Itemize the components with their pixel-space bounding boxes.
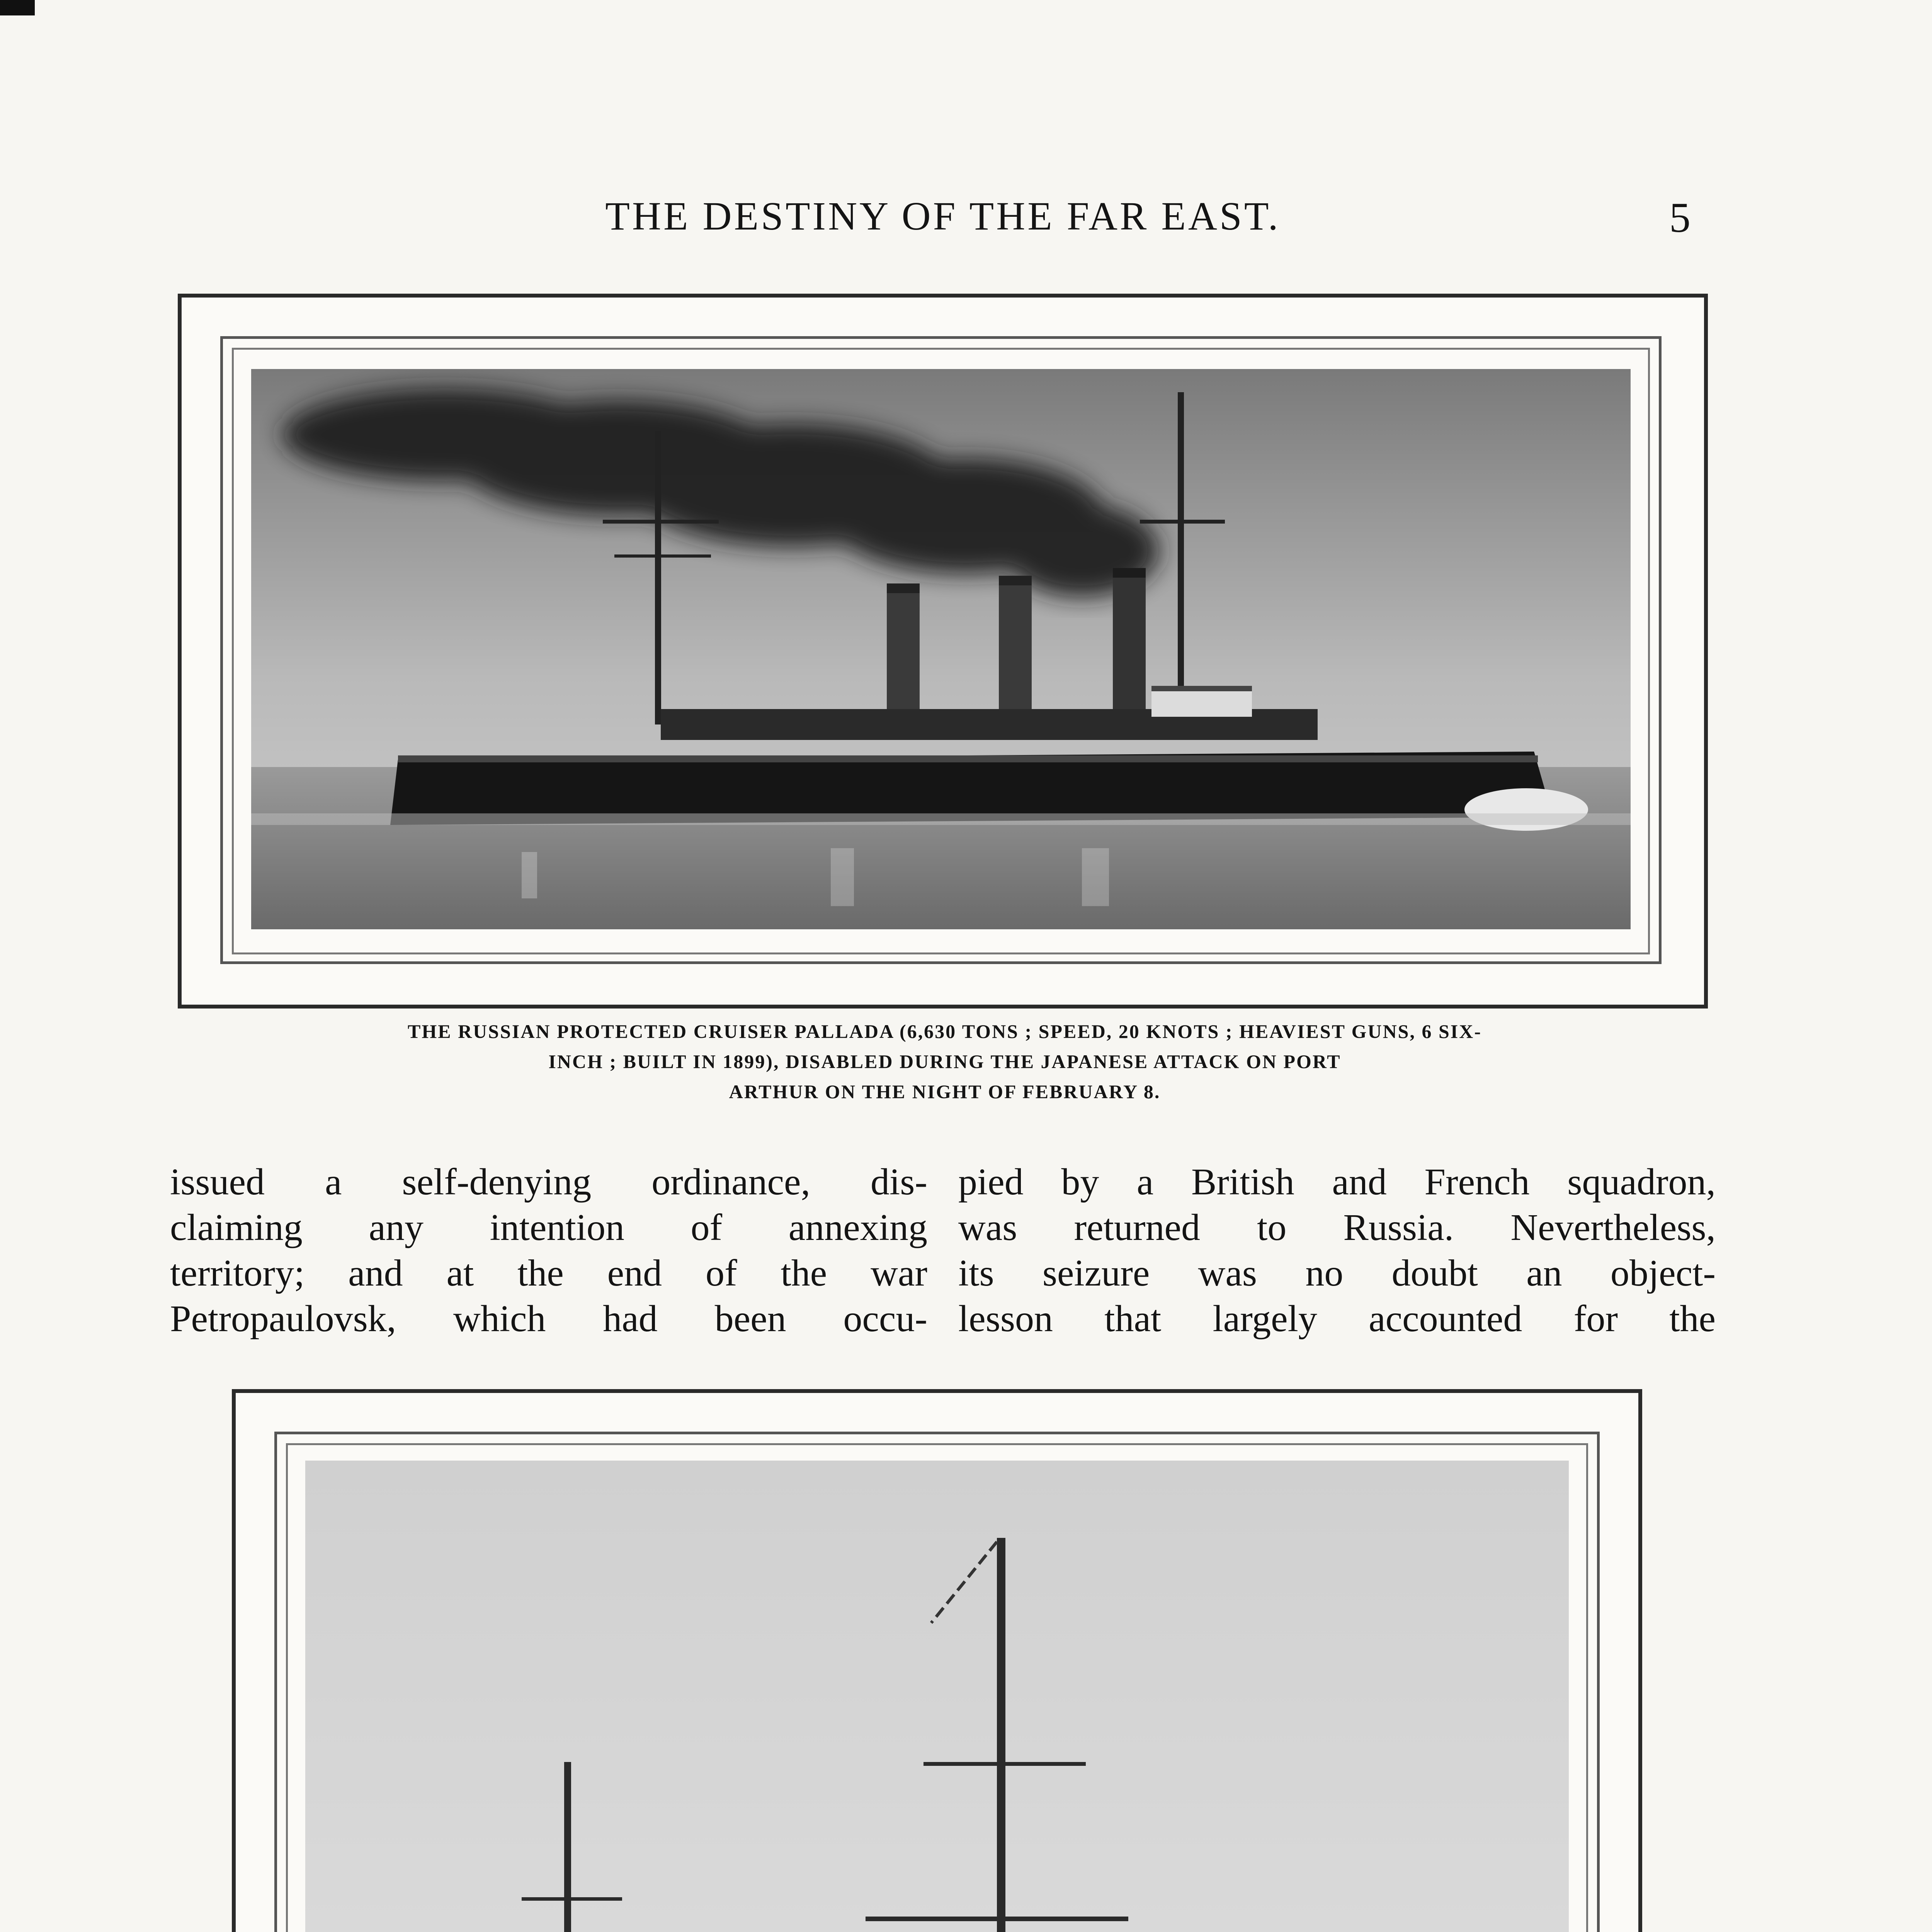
body-text-right-column (958, 1159, 1716, 1342)
body-text-line: was returned to Russia. Nevertheless, (958, 1207, 1716, 1248)
photo-cruiser-pallada (251, 369, 1631, 929)
body-text-left-column (170, 1159, 927, 1342)
scan-edge-mark-top (0, 0, 35, 15)
body-text-line: lesson that largely accounted for the (958, 1298, 1716, 1340)
figure-1-caption-line: ARTHUR ON THE NIGHT OF FEBRUARY 8. (729, 1081, 1161, 1102)
body-text-line: pied by a British and French squadron, (958, 1161, 1716, 1203)
body-text-line: claiming any intention of annexing (170, 1207, 927, 1248)
figure-1-caption-line: THE RUSSIAN PROTECTED CRUISER PALLADA (6,630 TONS ; SPEED, 20 KNOTS ; HEAVIEST GUNS, 6 SIX- (407, 1020, 1482, 1042)
page-number: 5 (1669, 194, 1690, 241)
body-text-line: Petropaulovsk, which had been occu- (170, 1298, 927, 1340)
pallada-photo-illustration (251, 369, 1631, 929)
body-text-line: its seizure was no doubt an object- (958, 1252, 1716, 1294)
variag-photo-illustration (305, 1461, 1569, 1932)
body-text-line: issued a self-denying ordinance, dis- (170, 1161, 927, 1203)
figure-1-caption (182, 1016, 1708, 1107)
body-text-line: territory; and at the end of the war (170, 1252, 927, 1294)
running-head-title: THE DESTINY OF THE FAR EAST. (605, 194, 1281, 238)
figure-1-caption-line: INCH ; BUILT IN 1899), DISABLED DURING THE JAPANESE ATTACK ON PORT (548, 1051, 1341, 1072)
photo-cruiser-variag (305, 1461, 1569, 1932)
